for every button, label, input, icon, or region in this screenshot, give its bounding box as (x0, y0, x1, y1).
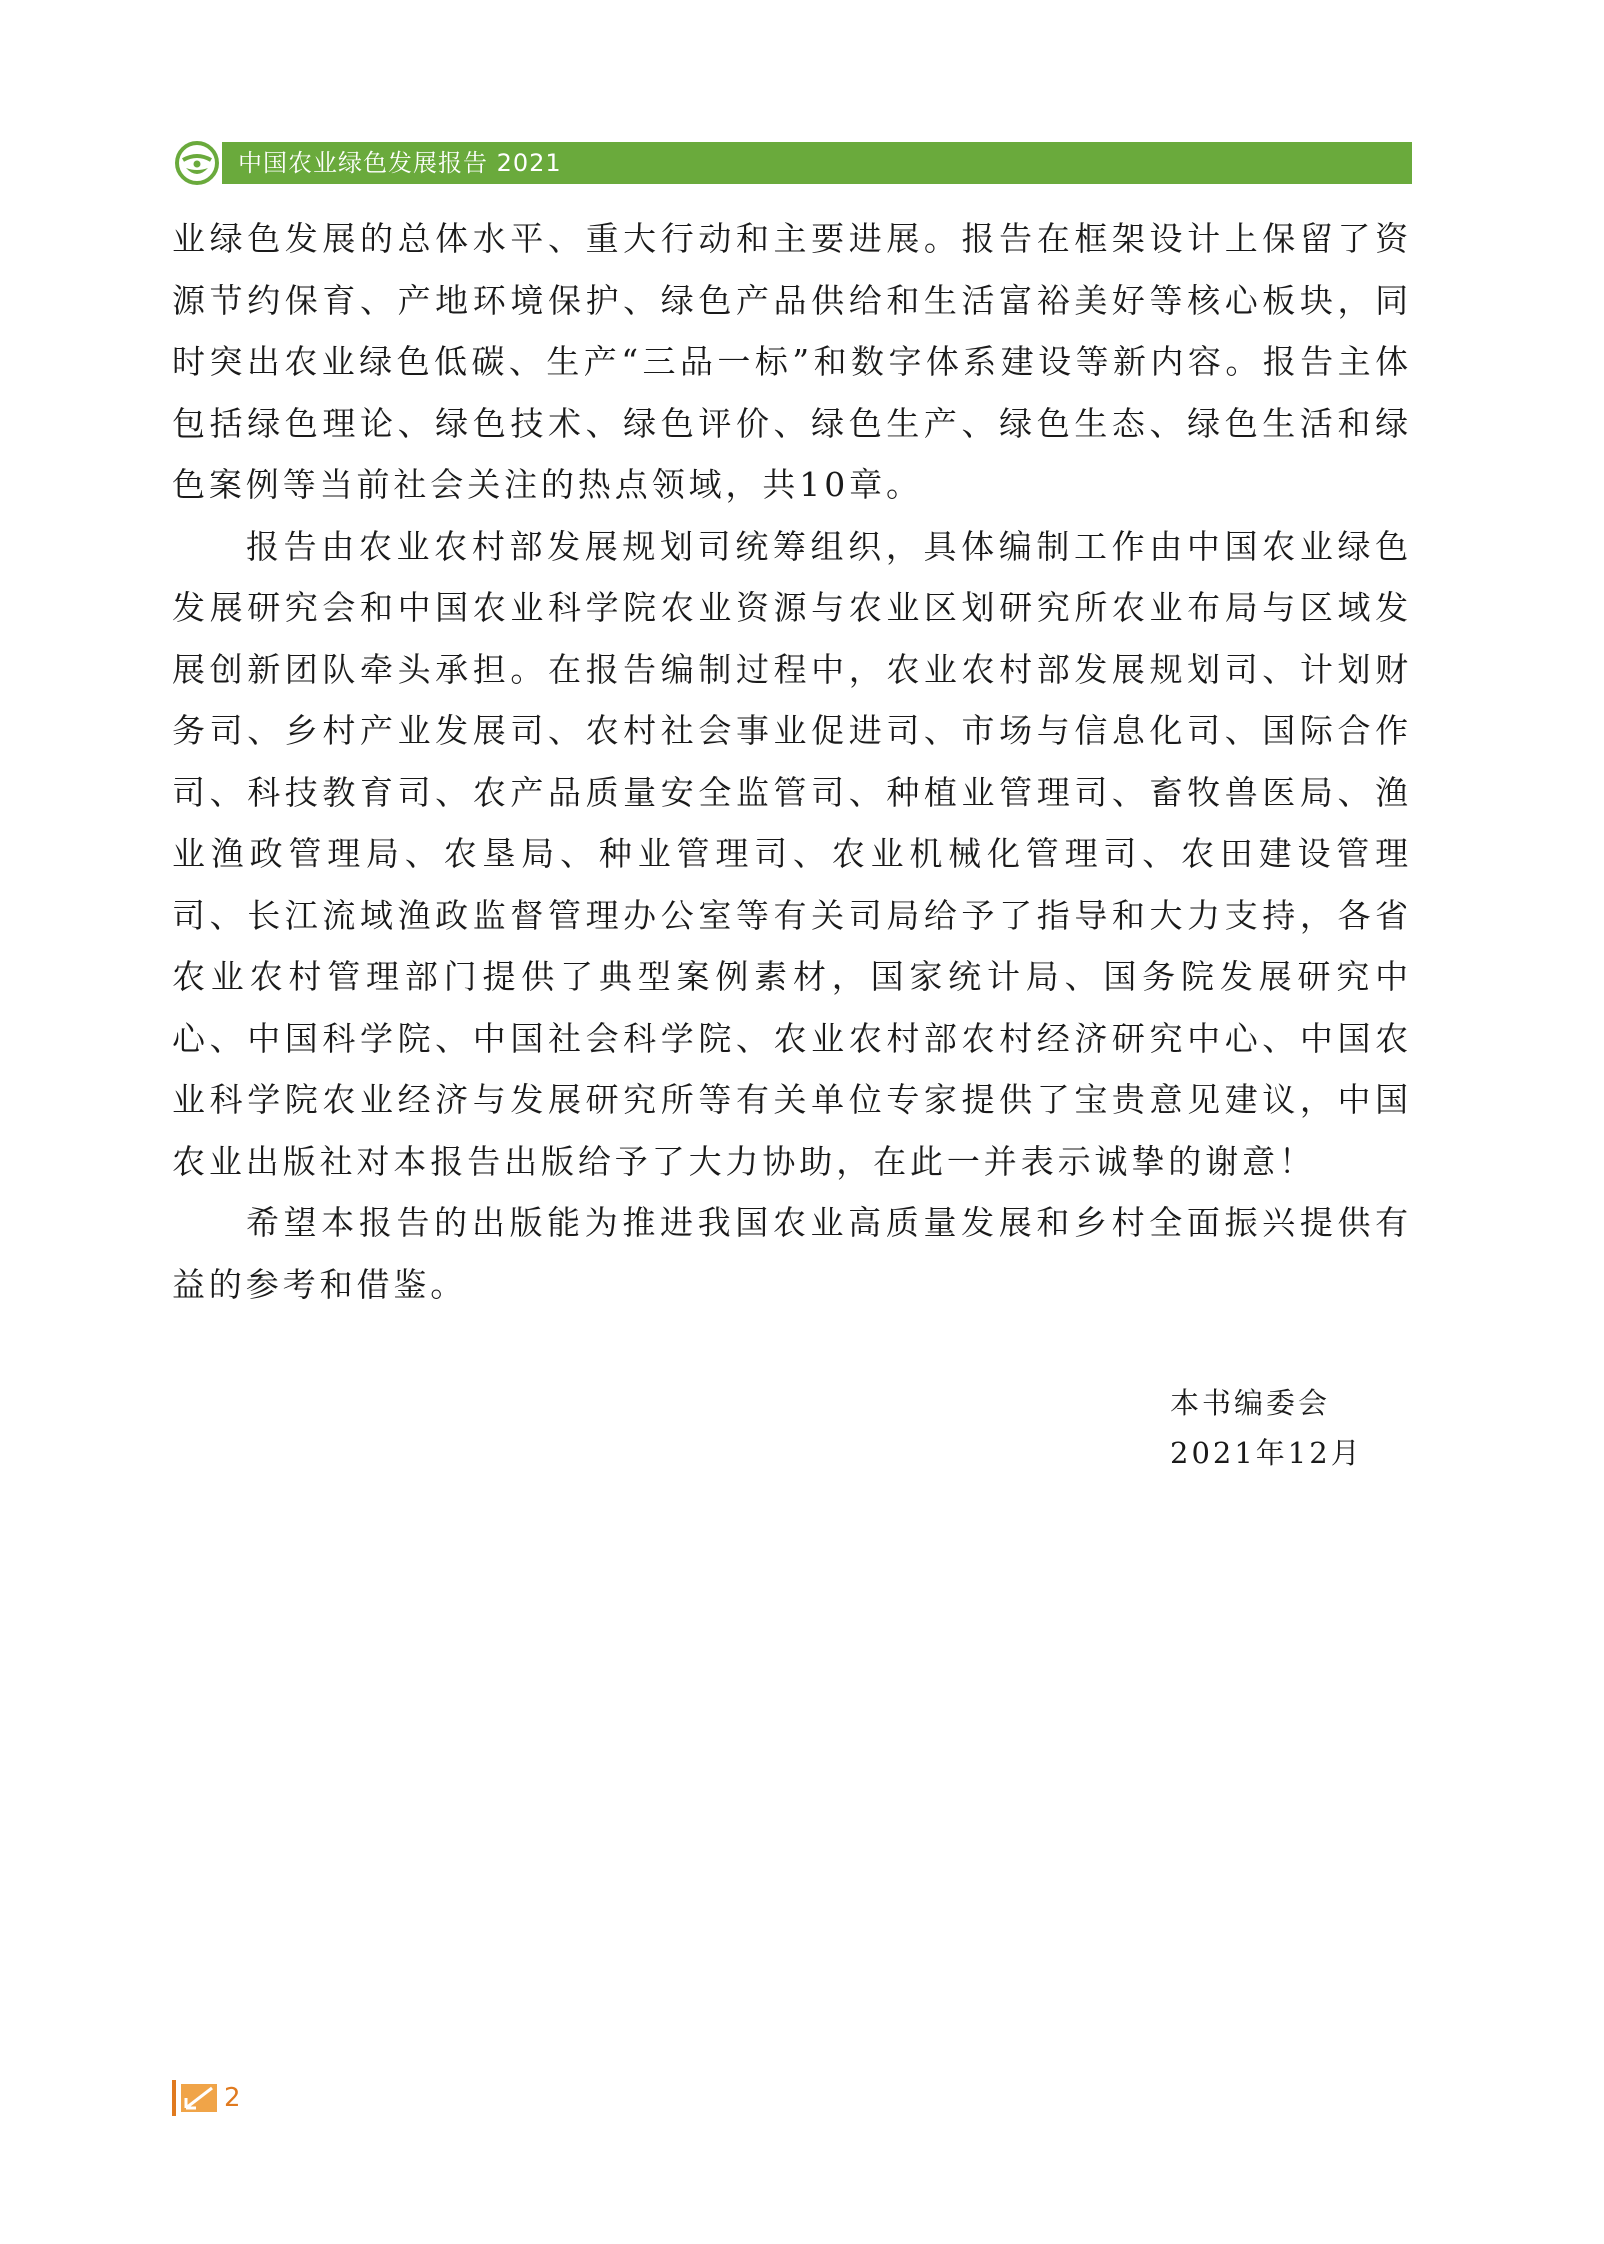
page-corner-mark-icon (172, 2076, 220, 2120)
green-food-logo-icon (172, 138, 222, 188)
paragraph-3: 希望本报告的出版能为推进我国农业高质量发展和乡村全面振兴提供有益的参考和借鉴。 (172, 1203, 1412, 1304)
signature-block (1170, 1378, 1370, 1478)
signature-author: 本书编委会 (1170, 1386, 1331, 1420)
paragraph-1: 业绿色发展的总体水平、重大行动和主要进展。报告在框架设计上保留了资源节约保育、产地环境保护、绿色产品供给和生活富裕美好等核心板块，同时突出农业绿色低碳、生产“三品一标”和数字体系建设等新内容。报告主体包括绿色理论、绿色技术、绿色评价、绿色生产、绿色生态、绿色生活和绿色案例等当前社会关注的热点领域，共10章。 (172, 219, 1412, 504)
page-number: 2 (224, 2083, 241, 2113)
signature-date: 2021年12月 (1170, 1436, 1363, 1470)
paragraph-2: 报告由农业农村部发展规划司统筹组织，具体编制工作由中国农业绿色发展研究会和中国农业科学院农业资源与农业区划研究所农业布局与区域发展创新团队牵头承担。在报告编制过程中，农业农村部发展规划司、计划财务司、乡村产业发展司、农村社会事业促进司、市场与信息化司、国际合作司、科技教育司、农产品质量安全监管司、种植业管理司、畜牧兽医局、渔业渔政管理局、农垦局、种业管理司、农业机械化管理司、农田建设管理司、长江流域渔政监督管理办公室等有关司局给予了指导和大力支持，各省农业农村管理部门提供了典型案例素材，国家统计局、国务院发展研究中心、中国科学院、中国社会科学院、农业农村部农村经济研究中心、中国农业科学院农业经济与发展研究所等有关单位专家提供了宝贵意见建议，中国农业出版社对本报告出版给予了大力协助，在此一并表示诚挚的谢意！ (172, 526, 1412, 1181)
running-header-title: 中国农业绿色发展报告 2021 (238, 149, 562, 177)
body-text (172, 208, 1412, 1315)
